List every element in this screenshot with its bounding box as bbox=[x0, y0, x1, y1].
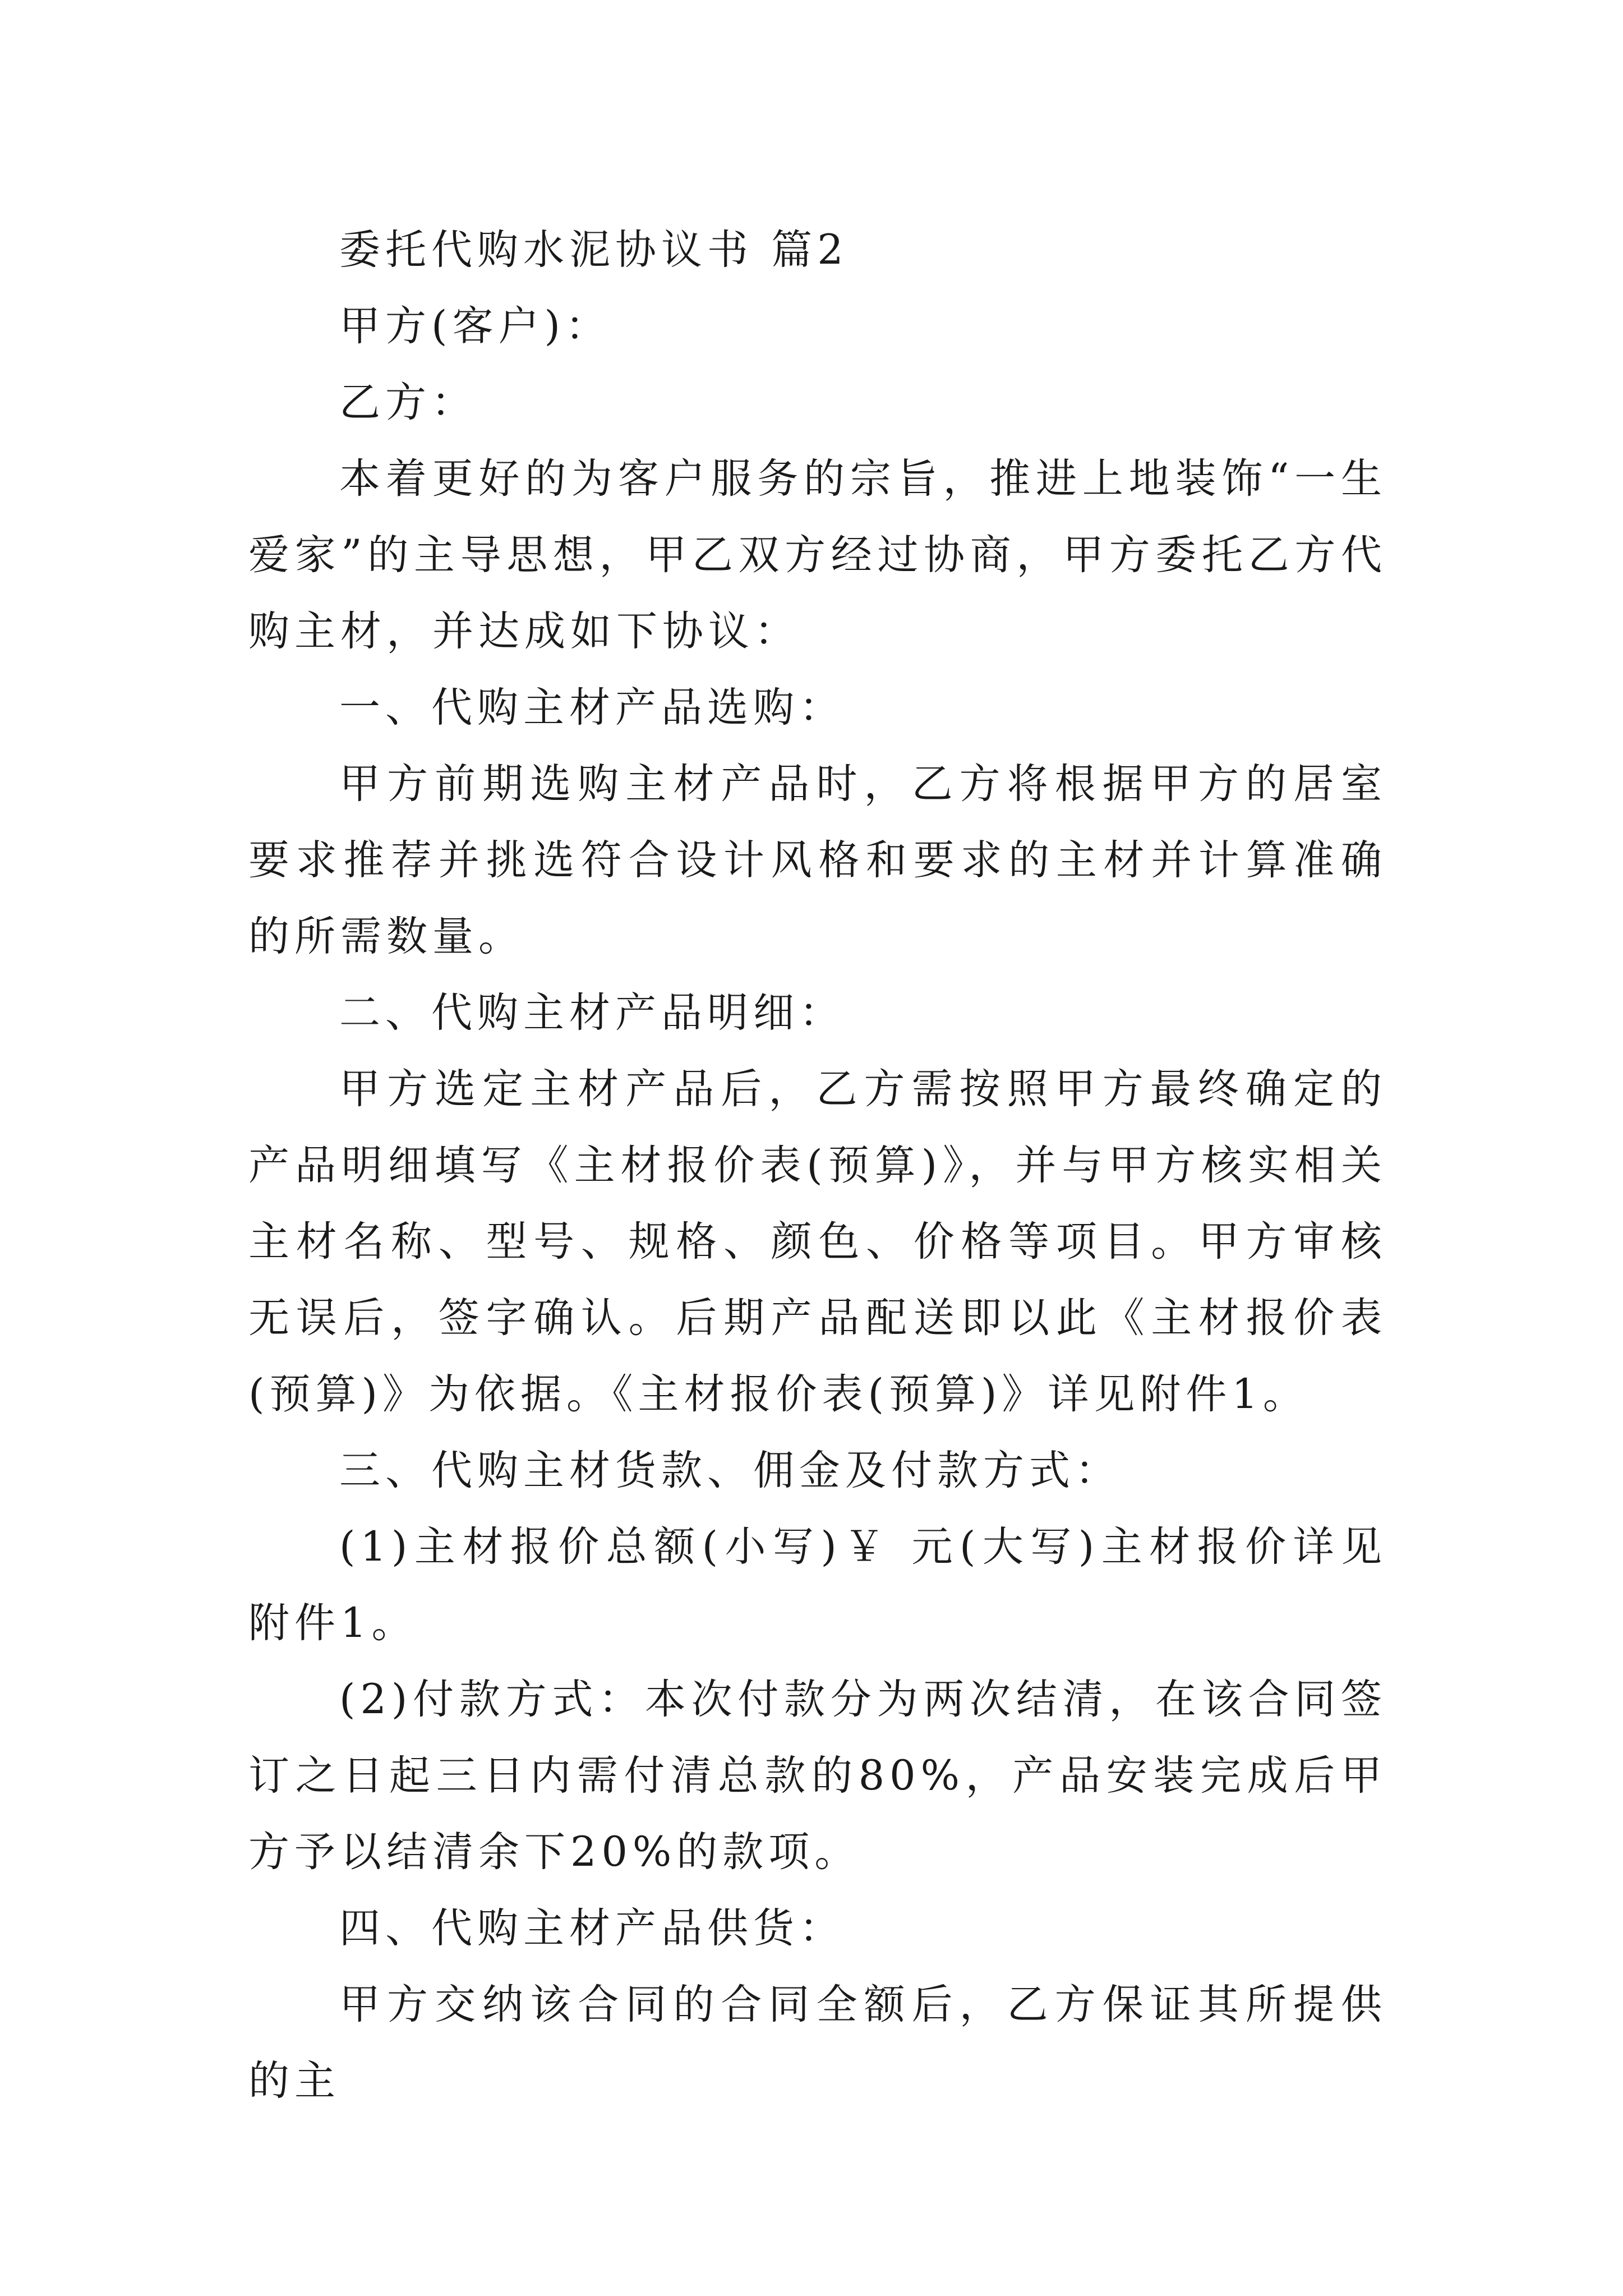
paragraph-section-4: 甲方交纳该合同的合同全额后，乙方保证其所提供的主 bbox=[248, 1981, 1387, 2105]
document-title: 委托代购水泥协议书 篇2 bbox=[339, 226, 849, 274]
paragraph-intro: 本着更好的为客户服务的宗旨，推进上地装饰“一生爱家”的主导思想，甲乙双方经过协商，甲方委托乙方代购主材，并达成如下协议： bbox=[248, 455, 1387, 655]
paragraph-section-1: 甲方前期选购主材产品时，乙方将根据甲方的居室要求推荐并挑选符合设计风格和要求的主材并计算准确的所需数量。 bbox=[248, 760, 1387, 960]
section-heading-4: 四、代购主材产品供货： bbox=[339, 1904, 845, 1952]
paragraph-section-3-item-2: (2)付款方式：本次付款分为两次结清，在该合同签订之日起三日内需付清总款的80%，产品安装完成后甲方予以结清余下20%的款项。 bbox=[248, 1676, 1387, 1876]
paragraph-party-b: 乙方： bbox=[339, 379, 477, 426]
paragraph-section-2: 甲方选定主材产品后，乙方需按照甲方最终确定的产品明细填写《主材报价表(预算)》，并与甲方核实相关主材名称、型号、规格、颜色、价格等项目。甲方审核无误后，签字确认。后期产品配送即以此《主材报价表(预算)》为依据。《主材报价表(预算)》详见附件1。 bbox=[248, 1065, 1387, 1418]
section-heading-1: 一、代购主材产品选购： bbox=[339, 684, 845, 731]
document-body bbox=[248, 212, 1387, 2119]
paragraph-section-3-item-1: (1)主材报价总额(小写)￥ 元(大写)主材报价详见附件1。 bbox=[248, 1523, 1387, 1647]
section-heading-2: 二、代购主材产品明细： bbox=[339, 989, 845, 1037]
section-heading-3: 三、代购主材货款、佣金及付款方式： bbox=[339, 1447, 1121, 1494]
paragraph-party-a: 甲方(客户)： bbox=[339, 302, 611, 350]
